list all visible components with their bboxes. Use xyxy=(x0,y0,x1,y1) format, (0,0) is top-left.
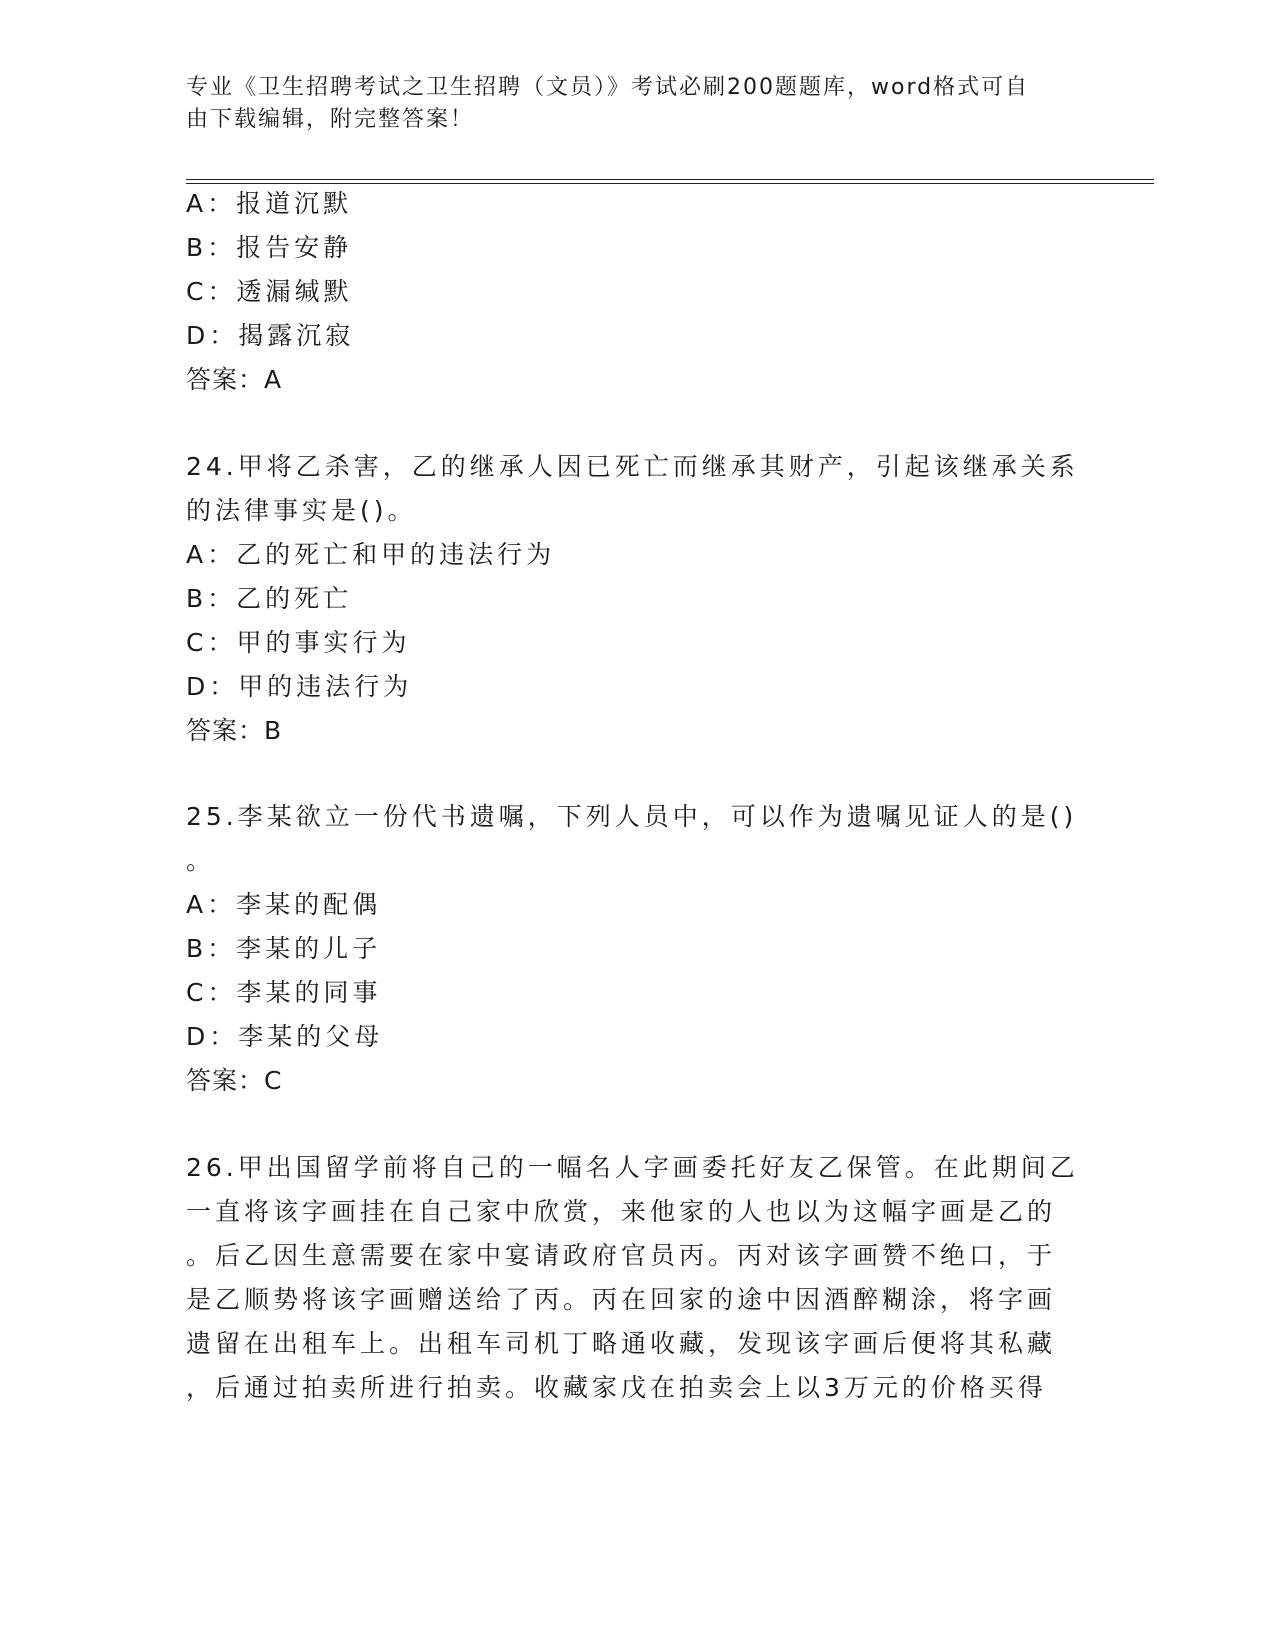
header-line-1: 专业《卫生招聘考试之卫生招聘（文员）》考试必刷200题题库，word格式可自 xyxy=(186,75,1030,100)
question-stem-line: 。后乙因生意需要在家中宴请政府官员丙。丙对该字画赞不绝口，于 xyxy=(186,1241,1057,1270)
header-divider-bottom xyxy=(186,183,1154,184)
header-line-2: 由下载编辑，附完整答案！ xyxy=(186,107,475,132)
option-b: B：乙的死亡 xyxy=(186,584,353,613)
option-c: C：甲的事实行为 xyxy=(186,628,411,657)
answer: 答案：A xyxy=(186,365,283,394)
question-stem-line: 一直将该字画挂在自己家中欣赏，来他家的人也以为这幅字画是乙的 xyxy=(186,1197,1057,1226)
question-stem-line: 26.甲出国留学前将自己的一幅名人字画委托好友乙保管。在此期间乙 xyxy=(186,1153,1079,1182)
answer: 答案：B xyxy=(186,716,283,745)
question-stem-line: 遗留在出租车上。出租车司机丁略通收藏，发现该字画后便将其私藏 xyxy=(186,1329,1057,1358)
option-b: B：李某的儿子 xyxy=(186,934,382,963)
question-stem-line: 的法律事实是()。 xyxy=(186,496,417,525)
question-stem-line: 是乙顺势将该字画赠送给了丙。丙在回家的途中因酒醉糊涂，将字画 xyxy=(186,1285,1057,1314)
option-d: D：甲的违法行为 xyxy=(186,672,413,701)
header-text xyxy=(186,72,1066,136)
option-b: B：报告安静 xyxy=(186,233,353,262)
header-divider-top xyxy=(186,179,1154,180)
question-stem-line: 25.李某欲立一份代书遗嘱，下列人员中，可以作为遗嘱见证人的是() xyxy=(186,802,1078,831)
answer: 答案：C xyxy=(186,1066,283,1095)
option-a: A：乙的死亡和甲的违法行为 xyxy=(186,540,556,569)
question-stem-line: 24.甲将乙杀害，乙的继承人因已死亡而继承其财产，引起该继承关系 xyxy=(186,452,1079,481)
question-stem-line: 。 xyxy=(186,846,216,875)
option-c: C：李某的同事 xyxy=(186,978,382,1007)
question-stem-line: ，后通过拍卖所进行拍卖。收藏家戊在拍卖会上以3万元的价格买得 xyxy=(186,1373,1047,1402)
option-a: A：报道沉默 xyxy=(186,189,353,218)
option-c: C：透漏缄默 xyxy=(186,277,353,306)
option-d: D：李某的父母 xyxy=(186,1022,384,1051)
option-a: A：李某的配偶 xyxy=(186,890,382,919)
option-d: D：揭露沉寂 xyxy=(186,321,355,350)
